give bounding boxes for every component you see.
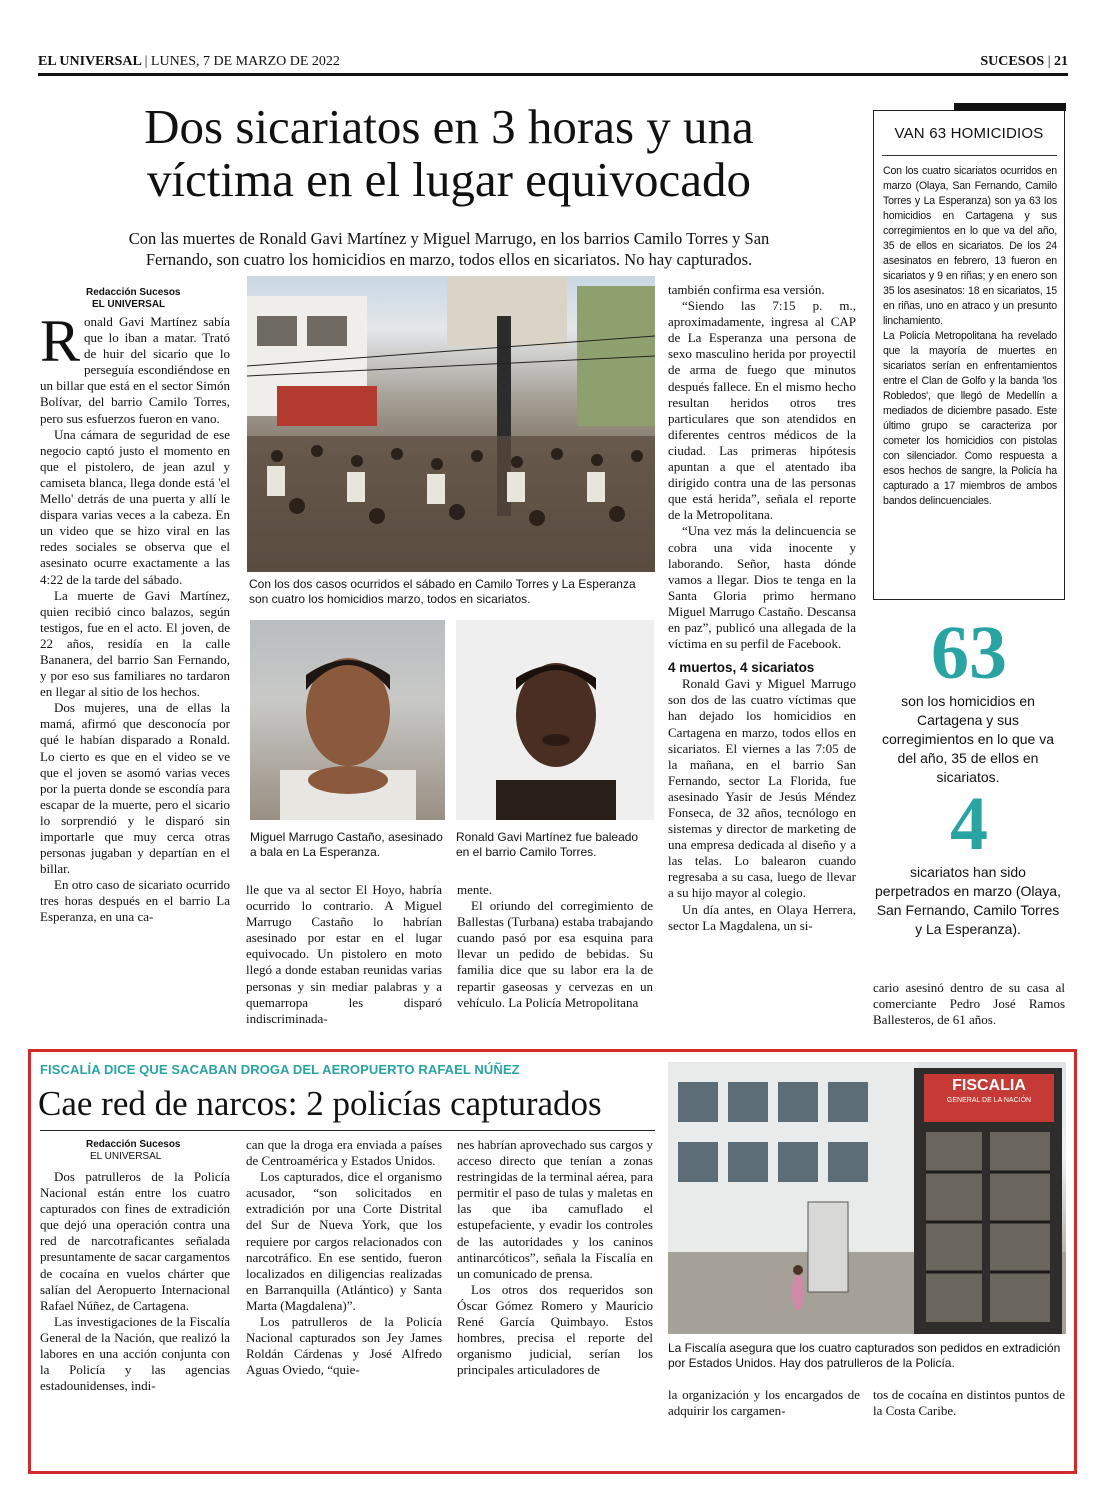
header-brand: EL UNIVERSAL	[38, 54, 142, 69]
header-section: SUCESOS	[980, 54, 1045, 69]
stat-63-text: son los homicidios en Cartagena y sus corregimientos en lo que va del año, 35 de ellos en sicariatos.	[882, 693, 1054, 785]
bottom-col3-p2: Los otros dos requeridos son Óscar Gómez Romero y Mauricio René García Quimbayo. Estos hombres, precisa el reporte del organismo judicial, serían los principales articuladores de	[457, 1281, 653, 1378]
sidebar-box-corner	[954, 103, 1066, 111]
main-col4-p4: Ronald Gavi y Miguel Marrugo son dos de las cuatro víctimas que han dejado los homicidios en Cartagena en marzo, todos ellos en sicariatos. El viernes a las 7:05 de la mañana, en el barrio San Fernando, sector La Florida, fue asesinado Yasir de Jesús Méndez Fonseca, de 32 años, tecnólogo en sistemas y director de marketing de una empresa dedicada al diseño y a las telas. Lo balearon cuando regresaba a su casa, luego de llevar a su hijo mayor al colegio.	[668, 676, 856, 901]
main-col1-lead: onald Gavi Martínez sabía que lo iban a matar. Trató de huir del sicario que lo perseguía escondiéndose en un billar que está en el sector Simón Bolívar, del barrio Camilo Torres, pero sus esfuerzos fueron en vano.	[40, 314, 230, 426]
bottom-col-3	[457, 1137, 653, 1378]
main-byline-2: EL UNIVERSAL	[92, 299, 166, 310]
fiscalia-sign-line-1: FISCALIA	[952, 1077, 1026, 1094]
sidebar-box-p1: Con los cuatro sicariatos ocurridos en marzo (Olaya, San Fernando, Camilo Torres y La Esperanza) son ya 63 los homicidios en Cartagena y sus corregimientos en lo que va del año, 35 de ellos en sicariatos. De los 24 asesinatos en febrero, 13 fueron en sicariatos y 9 en riñas; y en enero son 35 los asesinatos: 18 en sicariatos, 15 en riñas, uno en atraco y un presunto linchamiento.	[883, 165, 1057, 327]
main-col-3-bottom	[457, 882, 653, 1011]
bottom-col-5	[873, 1387, 1065, 1419]
fiscalia-photo-caption: La Fiscalía asegura que los cuatro capturados son pedidos en extradición por Estados Unidos. Hay dos patrulleros de la Policía.	[668, 1341, 1061, 1370]
crowd-photo	[247, 276, 655, 572]
main-col5-bottom-text: cario asesinó dentro de su casa al comerciante Pedro José Ramos Ballesteros, de 61 años.	[873, 980, 1065, 1028]
bottom-col-2	[246, 1137, 442, 1378]
bottom-rule	[40, 1130, 655, 1131]
bottom-col1-p1: Dos patrulleros de la Policía Nacional están entre los cuatro capturados con fines de extradición que dejó una operación contra una red de narcotraficantes señalada presuntamente de sacar cargamentos de cocaína en vuelos chárter que salían del Aeropuerto Internacional Rafael Núñez, de Cartagena.	[40, 1169, 230, 1313]
bottom-col2-p2: Los capturados, dice el organismo acusador, “son solicitados en extradición por una Corte Distrital del Sur de Nueva York, que los requiere por cargos relacionados con narcotráfico. En ese sentido, fueron localizados en diligencias realizadas en Barranquilla (Atlántico) y Santa Marta (Magdalena)”.	[246, 1169, 442, 1313]
bottom-kicker: FISCALÍA DICE QUE SACABAN DROGA DEL AEROPUERTO RAFAEL NÚÑEZ	[40, 1062, 520, 1077]
header-date: LUNES, 7 DE MARZO DE 2022	[150, 54, 340, 69]
main-byline-1: Redacción Sucesos	[86, 287, 181, 298]
crowd-photo-caption: Con los dos casos ocurridos el sábado en Camilo Torres y La Esperanza son cuatro los homicidios marzo, todos en sicariatos.	[249, 577, 636, 606]
main-col1-p4: Dos mujeres, una de ellas la mamá, afirmó que desconocía por qué le habían disparado a Ronald. Lo cierto es que en el video se ve que el joven se asomó varias veces por la puerta donde se escondía para escapar de la muerte, pero el sicario lo sorprendió y le disparó sin importarle que muy cerca otras personas jugaban y departían en el billar.	[40, 700, 230, 877]
main-col1-p2: Una cámara de seguridad de ese negocio captó justo el momento en que el pistolero, de jean azul y camiseta blanca, llega donde está 'el Mello' detrás de una puerta y allí le dispara varias veces a la cabeza. En un video que se hizo viral en las redes sociales se observa que el asesinato ocurre exactamente a las 4:22 de la tarde del sábado.	[40, 426, 230, 587]
bottom-headline: Cae red de narcos: 2 policías capturados	[38, 1084, 602, 1123]
stat-63-number: 63	[931, 611, 1007, 695]
main-col1-p5: En otro caso de sicariato ocurrido tres horas después en el barrio La Esperanza, en una ca-	[40, 877, 230, 925]
sidebar-box-rule	[882, 155, 1057, 156]
bottom-col3-p1: nes habrían aprovechado sus cargos y acceso directo que tenían a zonas restringidas de la terminal aérea, para permitir el paso de tulas y maletas en las que iba camuflado el estupefaciente, y evadir los controles de las autoridades y los caninos antinarcóticos”, señala la Fiscalía en un comunicado de prensa.	[457, 1137, 653, 1281]
sidebar-box-p2: La Policía Metropolitana ha revelado que la mayoría de muertes en sicariatos serían en enfrentamientos entre el Clan de Golfo y la banda 'los Robledos', que llegó de Medellín a mediados de diciembre pasado. Este último grupo se caracteriza por cometer los homicidios con pistolas con silenciador. Como respuesta a esos hechos de sangre, la Policía ha capturado a 17 miembros de ambos bandos delincuenciales.	[883, 330, 1057, 507]
main-subhead	[40, 228, 858, 270]
bottom-col2-p1: can que la droga era enviada a países de Centroamérica y Estados Unidos.	[246, 1137, 442, 1169]
main-headline-line-2: víctima en el lugar equivocado	[146, 152, 752, 207]
header-page-number: 21	[1054, 54, 1068, 69]
main-subhead-line-2: Fernando, son cuatro los homicidios en marzo, todos ellos en sicariatos. No hay capturados.	[145, 250, 753, 269]
main-dropcap: R	[40, 308, 81, 374]
sidebar-box-title: VAN 63 HOMICIDIOS	[894, 125, 1044, 142]
main-byline	[86, 287, 206, 311]
stat-4-text: sicariatos han sido perpetrados en marzo (Olaya, San Fernando, Camilo Torres y La Esperanza).	[875, 864, 1061, 937]
bottom-col2-p3: Los patrulleros de la Policía Nacional capturados son Jey James Roldán Cárdenas y José Alfredo Aguas Oviedo, “quie-	[246, 1314, 442, 1378]
fiscalia-sign-line-2: GENERAL DE LA NACIÓN	[946, 1097, 1032, 1104]
main-col-1	[40, 308, 230, 1034]
fiscalia-sign	[924, 1076, 1054, 1106]
portrait-ronald	[456, 620, 654, 820]
bottom-byline-1: Redacción Sucesos	[86, 1139, 181, 1150]
main-col3-bottom-p2: El oriundo del corregimiento de Ballestas (Turbana) estaba trabajando cuando pasó por esa esquina para llevar un pedido de bebidas. Su familia dice que su labor era la de repartir gaseosas y cervezas en un vehículo. La Policía Metropolitana	[457, 898, 653, 1010]
stat-4-number: 4	[950, 782, 988, 866]
page-header: EL UNIVERSAL | LUNES, 7 DE MARZO DE 2022 SUCESOS | 21	[38, 54, 1068, 69]
bottom-col-4	[668, 1387, 860, 1419]
main-col3-bottom-p1: mente.	[457, 882, 493, 897]
sidebar-box	[873, 110, 1065, 600]
portrait-miguel-caption: Miguel Marrugo Castaño, asesinado a bala en La Esperanza.	[250, 830, 443, 859]
main-col2-bottom-text: lle que va al sector El Hoyo, habría ocurrido lo contrario. A Miguel Marrugo Castaño lo habrían asesinado por estar en el lugar equivocado. Un pistolero en moto llegó a donde estaban reunidas varias personas y sin mediar palabras y a quemarropa les disparó indiscriminada-	[246, 882, 442, 1026]
bottom-col5-text: tos de cocaína en distintos puntos de la Costa Caribe.	[873, 1387, 1065, 1419]
fiscalia-photo	[668, 1062, 1066, 1334]
main-headline-line-1: Dos sicariatos en 3 horas y una	[144, 99, 754, 154]
portrait-ronald-caption: Ronald Gavi Martínez fue baleado en el barrio Camilo Torres.	[456, 830, 639, 859]
main-col4-p2: “Siendo las 7:15 p. m., aproximadamente, ingresa al CAP de La Esperanza una persona de sexo masculino herida por proyectil de arma de fuego que minutos después fallece. En el mismo hecho resultan heridos otros tres particulares que son atendidos en diferentes centros médicos de la ciudad. Las primeras hipótesis apuntan a que el atentado iba dirigido contra una de las personas que está herida”, señala el reporte de la Metropolitana.	[668, 298, 856, 523]
main-col-5-bottom	[873, 980, 1065, 1028]
main-col4-p5: Un día antes, en Olaya Herrera, sector La Magdalena, un si-	[668, 901, 856, 933]
main-subhead-line-1: Con las muertes de Ronald Gavi Martínez y Miguel Marrugo, en los barrios Camilo Torres y San	[128, 229, 770, 248]
main-col-2-bottom	[246, 882, 442, 1027]
bottom-col-1	[40, 1169, 230, 1394]
main-col4-p1: también confirma esa versión.	[668, 282, 825, 297]
main-col1-p3: La muerte de Gavi Martínez, quien recibió cinco balazos, según testigos, fue en el acto. El joven, de 22 años, residía en la calle Bananera, del barrio San Fernando, y por eso sus familiares no tardaron en llegar al sitio de los hechos.	[40, 587, 230, 700]
main-col-4	[668, 282, 856, 934]
sidebar-box-text	[883, 164, 1057, 509]
main-headline	[40, 100, 858, 206]
bottom-byline	[86, 1139, 206, 1163]
bottom-col4-text: la organización y los encargados de adquirir los cargamen-	[668, 1387, 860, 1419]
bottom-col1-p2: Las investigaciones de la Fiscalía General de la Nación, que realizó la labores en una acción conjunta con la Policía y las agencias estadounidenses, indi-	[40, 1313, 230, 1394]
portrait-miguel	[250, 620, 445, 820]
main-col4-subhead: 4 muertos, 4 sicariatos	[668, 660, 815, 676]
main-col4-p3: “Una vez más la delincuencia se cobra una vida inocente y laborando. Señor, hasta dónde vamos a llegar. Dios te tenga en la Santa Gloria primo hermano Miguel Marrugo Castaño. Descansa en paz”, publicó una allegada de la víctima en su perfil de Facebook.	[668, 523, 856, 652]
bottom-byline-2: EL UNIVERSAL	[90, 1151, 162, 1162]
header-rule	[38, 73, 1068, 76]
